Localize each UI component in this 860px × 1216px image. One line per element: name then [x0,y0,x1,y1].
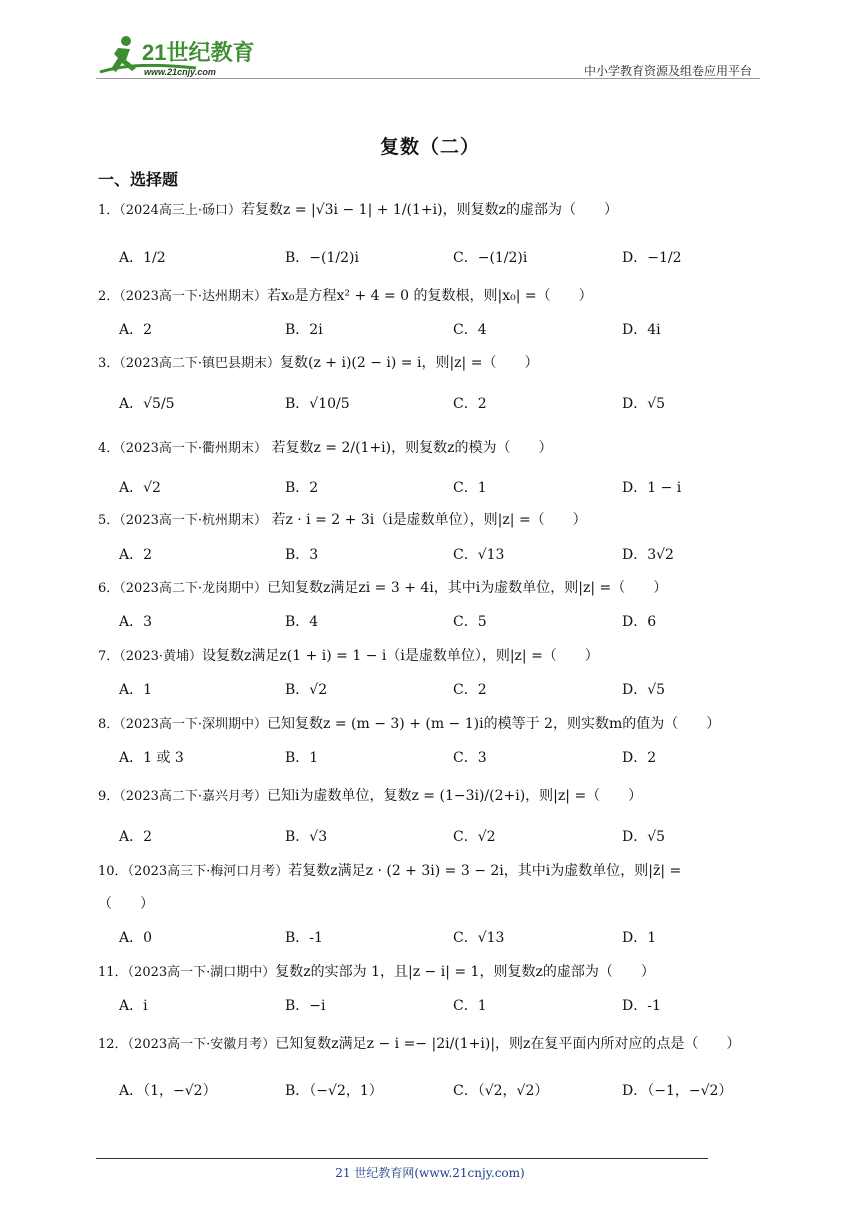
question-3-options [119,394,759,416]
question-stem: 若z · i = 2 + 3i（i是虚数单位），则|z| =（ ） [267,512,587,528]
question-stem: 若复数z = |√3i − 1| + 1/(1+i)，则复数z的虚部为（ ） [241,202,618,218]
option-a[interactable]: A．2 [119,829,153,845]
option-b[interactable]: B．2i [285,322,323,338]
question-source: 3．（2023高二下·镇巴县期末） [98,356,280,371]
option-b[interactable]: B．−i [285,998,326,1014]
question-6-options [119,612,759,634]
question-source: 10．（2023高三下·梅河口月考） [98,864,289,879]
question-source: 12．（2023高一下·安徽月考） [98,1037,276,1052]
question-2 [98,286,593,307]
option-c[interactable]: C．−(1/2)i [453,250,528,266]
question-source: 6．（2023高二下·龙岗期中） [98,581,267,596]
logo-main-text: 21世纪教育 [142,40,255,65]
option-c[interactable]: C．3 [453,750,487,766]
option-c[interactable]: C．（√2，√2） [453,1083,549,1099]
logo-url-text: www.21cnjy.com [144,67,216,77]
option-a[interactable]: A．√2 [119,480,161,496]
question-1 [98,200,618,221]
option-a[interactable]: A．1 或 3 [119,750,184,766]
question-stem: 已知复数z满足zi = 3 + 4i，其中i为虚数单位，则|z| =（ ） [267,580,668,596]
section-heading: 一、选择题 [98,170,179,189]
question-stem: 设复数z满足z(1 + i) = 1 − i（i是虚数单位），则|z| =（ ） [202,648,599,664]
option-b[interactable]: B．√3 [285,829,328,845]
question-6 [98,578,667,599]
option-d[interactable]: D．-1 [622,998,661,1014]
option-c[interactable]: C．5 [453,614,487,630]
question-4 [98,438,553,459]
header-divider [96,78,760,79]
option-a[interactable]: A．2 [119,547,153,563]
option-a[interactable]: A．0 [119,930,153,946]
question-source: 9．（2023高二下·嘉兴月考） [98,789,267,804]
question-stem: 若x₀是方程x² + 4 = 0 的复数根，则|x₀| =（ ） [267,288,593,304]
question-10 [98,861,681,882]
question-9-options [119,827,759,849]
option-a[interactable]: A．√5/5 [119,396,175,412]
option-a[interactable]: A．（1，−√2） [119,1083,217,1099]
option-b[interactable]: B．4 [285,614,319,630]
option-c[interactable]: C．√13 [453,930,505,946]
question-10-options [119,928,759,950]
option-d[interactable]: D．1 [622,930,657,946]
question-stem: 已知复数z = (m − 3) + (m − 1)i的模等于 2，则实数m的值为（ ） [267,716,721,732]
question-3 [98,353,538,374]
option-c[interactable]: C．√13 [453,547,505,563]
question-source: 5．（2023高一下·杭州期末） [98,513,267,528]
question-12-options [119,1081,759,1103]
option-b[interactable]: B．1 [285,750,319,766]
question-stem: 复数z的实部为 1，且|z − i| = 1，则复数z的虚部为（ ） [275,964,655,980]
question-source: 11．（2023高一下·湖口期中） [98,965,276,980]
option-b[interactable]: B．3 [285,547,319,563]
option-a[interactable]: A．i [119,998,148,1014]
page-title: 复数（二） [379,136,480,158]
question-source: 8．（2023高一下·深圳期中） [98,717,267,732]
option-b[interactable]: B．2 [285,480,319,496]
question-7 [98,646,599,667]
question-12 [98,1034,740,1055]
option-a[interactable]: A．1 [119,682,153,698]
option-d[interactable]: D．√5 [622,396,666,412]
option-b[interactable]: B．（−√2，1） [285,1083,383,1099]
page-footer: 21 世纪教育网(www.21cnjy.com) [335,1166,525,1180]
question-11-options [119,996,759,1018]
option-d[interactable]: D．6 [622,614,657,630]
question-source: 1．（2024高三上·砀口） [98,203,241,218]
option-d[interactable]: D．1 − i [622,480,682,496]
option-d[interactable]: D．√5 [622,682,666,698]
option-c[interactable]: C．√2 [453,829,496,845]
option-a[interactable]: A．2 [119,322,153,338]
question-7-options [119,680,759,702]
question-source: 7．（2023·黄埔） [98,649,202,664]
option-d[interactable]: D．4i [622,322,661,338]
question-2-options [119,320,759,342]
option-c[interactable]: C．1 [453,480,487,496]
option-c[interactable]: C．2 [453,682,487,698]
option-c[interactable]: C．4 [453,322,487,338]
question-1-options [119,248,759,270]
option-b[interactable]: B．−(1/2)i [285,250,359,266]
option-a[interactable]: A．1/2 [119,250,166,266]
page-header [96,32,760,80]
option-d[interactable]: D．（−1，−√2） [622,1083,733,1099]
question-stem: 复数(z + i)(2 − i) = i，则|z| =（ ） [280,355,539,371]
option-d[interactable]: D．3√2 [622,547,674,563]
question-8-options [119,748,759,770]
option-b[interactable]: B．√2 [285,682,328,698]
question-8 [98,714,720,735]
platform-name: 中小学教育资源及组卷应用平台 [583,64,752,78]
question-source: 2．（2023高一下·达州期末） [98,289,267,304]
question-10-continuation: （ ） [98,896,154,912]
option-c[interactable]: C．1 [453,998,487,1014]
question-5-options [119,545,759,567]
option-d[interactable]: D．−1/2 [622,250,682,266]
question-stem: 若复数z满足z · (2 + 3i) = 3 − 2i，其中i为虚数单位，则|z̄| = [288,863,682,879]
option-c[interactable]: C．2 [453,396,487,412]
question-4-options [119,478,759,500]
question-stem: 若复数z = 2/(1+i)，则复数z的模为（ ） [267,440,553,456]
option-d[interactable]: D．√5 [622,829,666,845]
option-b[interactable]: B．-1 [285,930,323,946]
site-logo [96,34,266,78]
footer-divider [96,1158,708,1159]
question-source: 4．（2023高一下·衢州期末） [98,441,267,456]
option-a[interactable]: A．3 [119,614,153,630]
option-b[interactable]: B．√10/5 [285,396,350,412]
question-stem: 已知i为虚数单位，复数z = (1−3i)/(2+i)，则|z| =（ ） [267,788,643,804]
question-11 [98,962,655,983]
option-d[interactable]: D．2 [622,750,657,766]
question-stem: 已知复数z满足z − i =− |2i/(1+i)|，则z在复平面内所对应的点是（ ） [275,1036,741,1052]
question-5 [98,510,587,531]
question-9 [98,786,642,807]
